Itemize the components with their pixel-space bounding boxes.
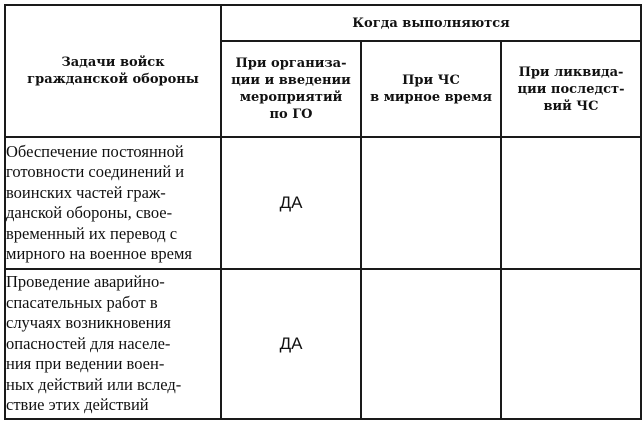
task-line: мирного на военное время xyxy=(6,244,193,263)
task-line: временный их перевод с xyxy=(6,223,178,243)
column-header-line: ции и введении xyxy=(231,73,351,88)
task-line: случаях возникновения xyxy=(6,313,171,333)
task-line: готовности соединений и xyxy=(6,162,185,181)
task-line: ния при ведении воен- xyxy=(6,354,165,374)
column-header-line: При ликвида- xyxy=(518,64,624,80)
task-header-line: гражданской обороны xyxy=(27,72,199,87)
column-header-peacetime-emergency xyxy=(361,41,501,137)
cell-peacetime-emergency xyxy=(361,137,501,269)
cell-liquidation xyxy=(501,269,641,419)
task-line: Проведение аварийно- xyxy=(6,272,165,292)
task-header-line: Задачи войск xyxy=(61,55,165,70)
tasks-table xyxy=(4,4,642,420)
when-group-header: Когда выполняются xyxy=(221,5,641,41)
column-header-line: по ГО xyxy=(269,107,313,122)
cell-organization: ДА xyxy=(221,269,361,419)
column-header-line: При ЧС xyxy=(402,73,460,88)
task-cell xyxy=(5,137,221,269)
cell-liquidation xyxy=(501,137,641,269)
column-header-line: ции последст- xyxy=(517,81,625,97)
column-header-liquidation xyxy=(501,41,641,137)
task-line: Обеспечение постоянной xyxy=(6,141,184,161)
task-cell xyxy=(5,269,221,419)
header-row-top xyxy=(5,5,641,41)
task-line: ствие этих действий xyxy=(6,395,149,415)
column-header-line: При организа- xyxy=(235,56,347,71)
column-header-line: в мирное время xyxy=(370,90,492,105)
task-line: данской обороны, свое- xyxy=(6,203,173,222)
cell-peacetime-emergency xyxy=(361,269,501,419)
task-line: ных действий или вслед- xyxy=(6,374,182,394)
task-line: опасностей для населе- xyxy=(6,333,171,353)
task-line: спасательных работ в xyxy=(6,292,158,312)
column-header-line: вий ЧС xyxy=(543,98,599,114)
cell-organization: ДА xyxy=(221,137,361,269)
task-column-header xyxy=(5,5,221,137)
table-row xyxy=(5,137,641,269)
task-line: воинских частей граж- xyxy=(6,182,166,202)
column-header-organization xyxy=(221,41,361,137)
column-header-line: мероприятий xyxy=(239,90,343,105)
table-row xyxy=(5,269,641,419)
